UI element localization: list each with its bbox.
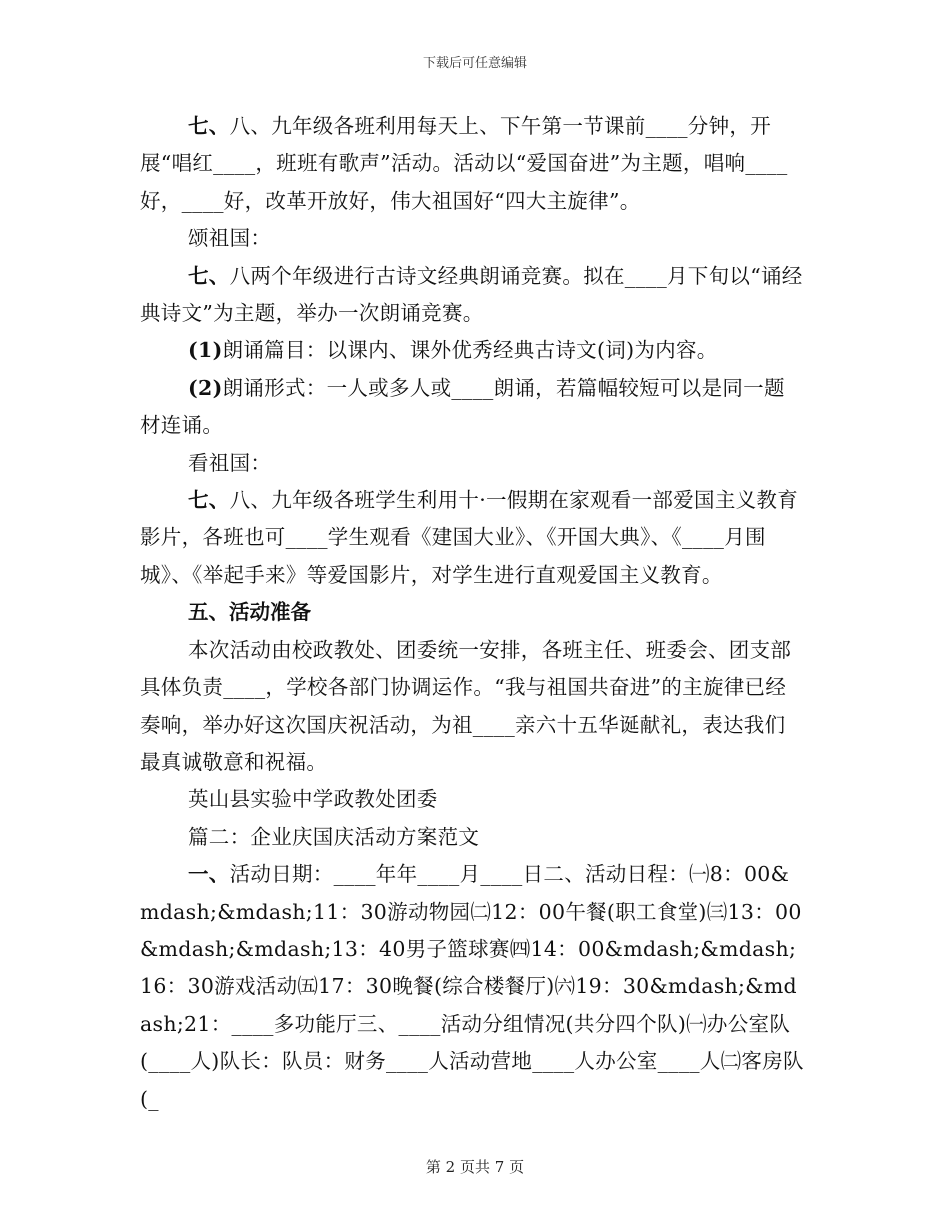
paragraph-text: 朗诵篇目：以课内、课外优秀经典古诗文(词)为内容。 (222, 338, 718, 363)
document-body (140, 108, 805, 1118)
paragraph-recitation-items (140, 332, 805, 369)
paragraph-recitation (140, 258, 805, 333)
paragraph-lead: 一、 (188, 862, 230, 887)
paragraph-text: 朗诵形式：一人或多人或____朗诵，若篇幅较短可以是同一题材连诵。 (140, 375, 785, 438)
paragraph-text: 活动日期：____年年____月____日二、活动日程：㈠8：00&mdash;&mdash;11：30游动物园㈡12：00午餐(职工食堂)㈢13：00&mdash;&mdash;13：40男子篮球赛㈣14：00&mdash;&mdash;16：30游戏活动㈤17：30晚餐(综合楼餐厅)㈥19：30&mdash;&mdash;21：____多功能厅三、____活动分组情况(共分四个队)㈠办公室队(____人)队长：队员：财务____人活动营地____人办公室____人㈡客房队(_ (140, 862, 804, 1111)
page-header: 下载后可任意编辑 (422, 56, 527, 71)
paragraph-recitation-form (140, 370, 805, 445)
paragraph-lead: 七、 (188, 114, 230, 138)
paragraph-text: 八两个年级进行古诗文经典朗诵竞赛。拟在____月下旬以“诵经典诗文”为主题，举办一次朗诵竞赛。 (140, 263, 803, 326)
paragraph-lead: 七、 (188, 263, 230, 288)
paragraph-schedule (140, 856, 805, 1118)
paragraph-lead: (1) (188, 338, 223, 363)
paragraph-text: 八、九年级各班学生利用十·一假期在家观看一部爱国主义教育影片，各班也可____学生观看《建国大业》、《开国大典》、《____月围城》、《举起手来》等爱国影片，对学生进行直观爱国主义教育。 (140, 488, 799, 587)
paragraph-praise-motherland: 颂祖国： (188, 226, 272, 251)
paragraph-sing-red (140, 108, 805, 220)
paragraph-text: 八、九年级各班利用每天上、下午第一节课前____分钟，开展“唱红____，班班有歌声”活动。活动以“爱国奋进”为主题，唱响____好，____好，改革开放好，伟大祖国好“四大主旋律”。 (140, 114, 788, 213)
paragraph-lead: 七、 (188, 488, 230, 513)
paragraph-signature: 英山县实验中学政教处团委 (188, 787, 438, 812)
paragraph-part-two-title: 篇二：企业庆国庆活动方案范文 (188, 824, 480, 849)
paragraph-preparation: 本次活动由校政教处、团委统一安排，各班主任、班委会、团支部具体负责____，学校各部门协调运作。“我与祖国共奋进”的主旋律已经奏响，举办好这次国庆祝活动，为祖____亲六十五华诞献礼，表达我们最真诚敬意和祝福。 (140, 637, 792, 774)
paragraph-watch-motherland: 看祖国： (188, 450, 272, 475)
page-footer: 第 2 页共 7 页 (425, 1158, 525, 1176)
paragraph-films (140, 482, 805, 594)
section-heading-preparation: 五、活动准备 (188, 600, 311, 625)
paragraph-lead: (2) (188, 375, 223, 400)
